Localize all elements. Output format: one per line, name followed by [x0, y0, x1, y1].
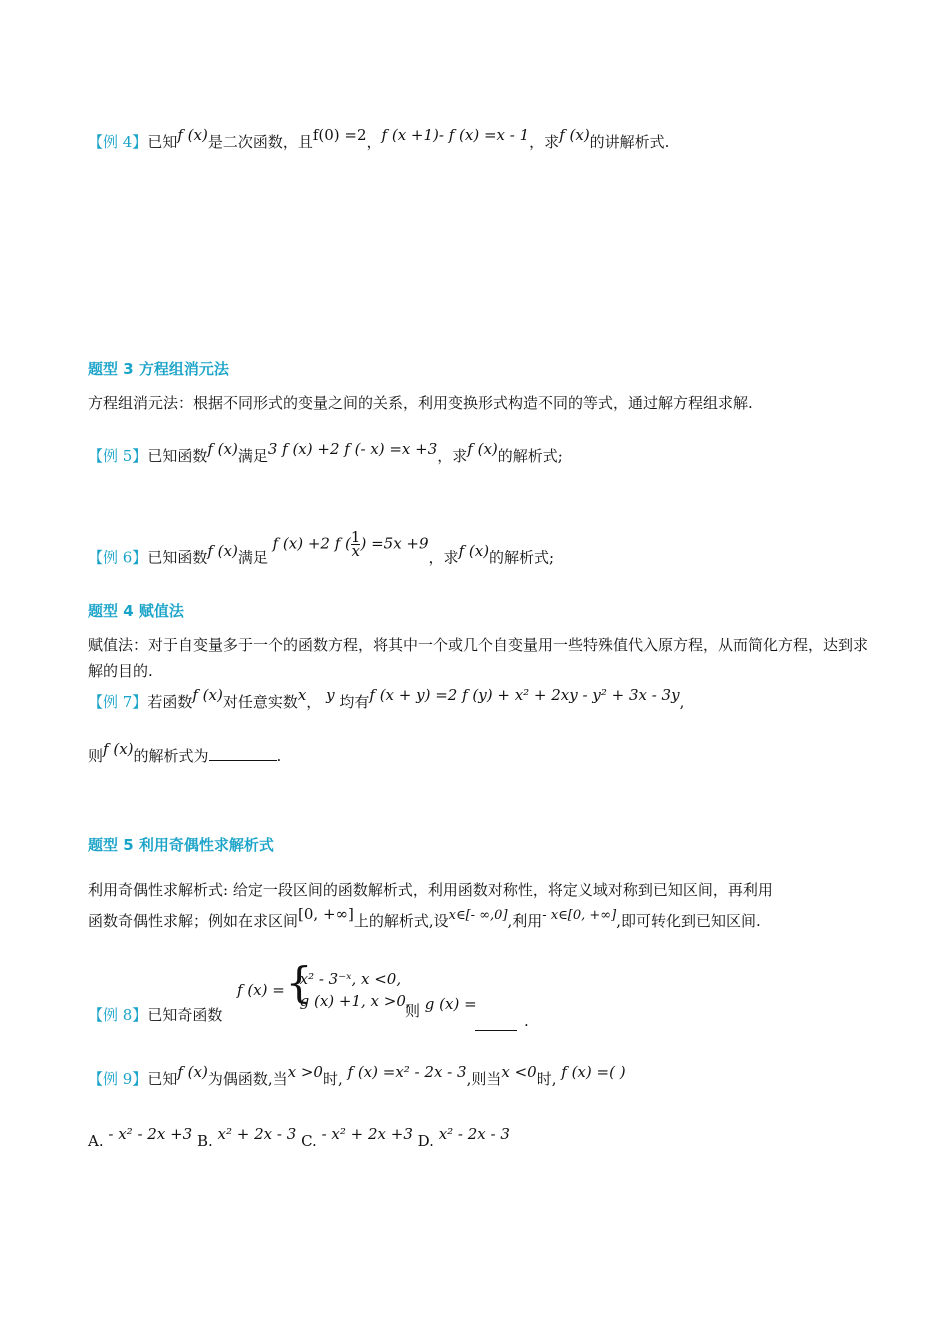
text: 上的解析式,设	[353, 912, 449, 930]
math-expr: x∈[- ∞,0]	[448, 908, 508, 923]
math-expr: f (x) =	[237, 981, 285, 999]
text: ，求	[529, 133, 560, 151]
example-label: 【例 4】	[88, 133, 148, 151]
example-8-label-line	[88, 1004, 222, 1026]
text: ,	[679, 693, 685, 711]
text: 已知函数	[147, 548, 208, 567]
section-heading-type5: 题型 5 利用奇偶性求解析式	[88, 836, 274, 854]
option-letter: D.	[417, 1132, 434, 1150]
text: 已知	[147, 1070, 178, 1088]
section-description: 方程组消元法：根据不同形式的变量之间的关系，利用变换形式构造不同的等式，通过解方程组求解.	[88, 394, 753, 412]
math-fraction-expr	[272, 528, 429, 560]
option-c[interactable]	[301, 1125, 413, 1150]
answer-blank	[209, 746, 277, 761]
example-label: 【例 9】	[88, 1070, 148, 1088]
math-expr: f (x)	[207, 541, 238, 560]
text: ，求	[428, 548, 459, 567]
math-expr: f (x)	[207, 440, 238, 458]
case-1: { x² - 3⁻ˣ, x <0,	[299, 970, 402, 988]
example-5	[88, 440, 563, 467]
example-9-options	[88, 1125, 510, 1152]
math-expr: 3 f (x) +2 f (- x) =x +3	[267, 440, 438, 458]
math-expr: f (x)	[458, 541, 490, 560]
text: 若函数	[147, 693, 193, 711]
math-expr: f (x +1)- f (x) =x - 1	[381, 126, 530, 144]
text: ，	[366, 133, 382, 151]
math-expr: x	[297, 686, 307, 704]
text: 则	[88, 747, 104, 765]
text: ，求	[437, 447, 468, 465]
text: 则	[405, 1002, 421, 1020]
text: ,利用	[507, 912, 543, 930]
text: ，	[306, 693, 322, 711]
text: ,即可转化到已知区间.	[616, 912, 761, 930]
piecewise-function	[237, 968, 411, 1012]
example-4	[88, 126, 670, 153]
math-expr: - x∈[0, +∞]	[542, 908, 617, 923]
section-description-line2	[88, 905, 761, 934]
text: 的解析式为	[133, 747, 209, 765]
text: 时,	[322, 1070, 343, 1088]
option-b[interactable]	[197, 1125, 296, 1150]
text: 已知奇函数	[147, 1006, 223, 1024]
case-2: g (x) +1, x >0,	[299, 992, 411, 1010]
example-label: 【例 7】	[88, 693, 148, 711]
option-expr: x² + 2x - 3	[217, 1125, 297, 1143]
text: 已知函数	[147, 447, 208, 465]
math-expr: f (x) =x² - 2x - 3	[347, 1063, 467, 1081]
section-heading-type3: 题型 3 方程组消元法	[88, 360, 229, 378]
math-expr: f (x) =( )	[561, 1063, 626, 1081]
text: 对任意实数	[222, 693, 298, 711]
text: 满足	[237, 447, 268, 465]
math-expr: f (x)	[177, 126, 208, 144]
option-letter: A.	[88, 1132, 104, 1150]
example-7	[88, 686, 685, 713]
example-8-tail	[405, 995, 477, 1022]
fraction-denominator: x	[351, 542, 360, 560]
math-expr: f (x) +2 f (	[272, 534, 351, 553]
text: .	[524, 1012, 529, 1030]
example-label: 【例 8】	[88, 1006, 148, 1024]
math-expr: ) =5x +9	[360, 534, 429, 553]
example-9	[88, 1063, 626, 1090]
text: 的解析式;	[489, 548, 555, 567]
math-expr: x >0	[287, 1063, 323, 1081]
math-expr: [0, +∞]	[298, 905, 354, 923]
math-expr: g (x) =	[424, 995, 477, 1013]
option-expr: - x² + 2x +3	[321, 1125, 413, 1143]
math-expr: f (x + y) =2 f (y) + x² + 2xy - y² + 3x - 3y	[369, 686, 680, 704]
section-description-line1: 利用奇偶性求解析式: 给定一段区间的函数解析式，利用函数对称性，将定义域对称到已知区间，再利用	[88, 881, 773, 899]
option-letter: B.	[196, 1132, 213, 1150]
option-expr: x² - 2x - 3	[438, 1125, 510, 1143]
option-a[interactable]	[88, 1125, 192, 1150]
option-expr: - x² - 2x +3	[108, 1125, 193, 1143]
text: 是二次函数，且	[207, 133, 313, 151]
option-d[interactable]	[418, 1125, 510, 1150]
section-heading-type4: 题型 4 赋值法	[88, 602, 184, 620]
text: 为偶函数,当	[207, 1070, 288, 1088]
example-label: 【例 5】	[88, 447, 148, 465]
option-letter: C.	[301, 1132, 317, 1150]
math-expr: f (x)	[192, 686, 223, 704]
text: 均有	[339, 693, 370, 711]
answer-blank	[475, 1018, 517, 1031]
section-description: 赋值法：对于自变量多于一个的函数方程，将其中一个或几个自变量用一些特殊值代入原方程，从而简化方程，达到求解的目的.	[88, 636, 869, 680]
text: 函数奇偶性求解；例如在求区间	[88, 912, 299, 930]
example-7-answer-line	[88, 740, 282, 767]
math-expr: x <0	[501, 1063, 537, 1081]
piecewise-cases	[290, 968, 411, 1012]
math-expr: f (x)	[559, 126, 590, 144]
text: 的解析式;	[497, 447, 563, 465]
text: 的讲解析式.	[589, 133, 670, 151]
math-expr: f (x)	[103, 740, 134, 758]
text: 满足	[237, 548, 268, 567]
example-label: 【例 6】	[88, 548, 148, 567]
text: 已知	[147, 133, 178, 151]
text: .	[276, 747, 282, 765]
text: 时,	[536, 1070, 557, 1088]
math-expr: f (x)	[177, 1063, 208, 1081]
math-expr: y	[326, 686, 335, 704]
math-expr: f(0) =2	[312, 126, 367, 144]
text: ,则当	[466, 1070, 502, 1088]
fraction-numerator: 1	[350, 528, 361, 546]
example-6	[88, 528, 555, 572]
math-expr: f (x)	[467, 440, 498, 458]
